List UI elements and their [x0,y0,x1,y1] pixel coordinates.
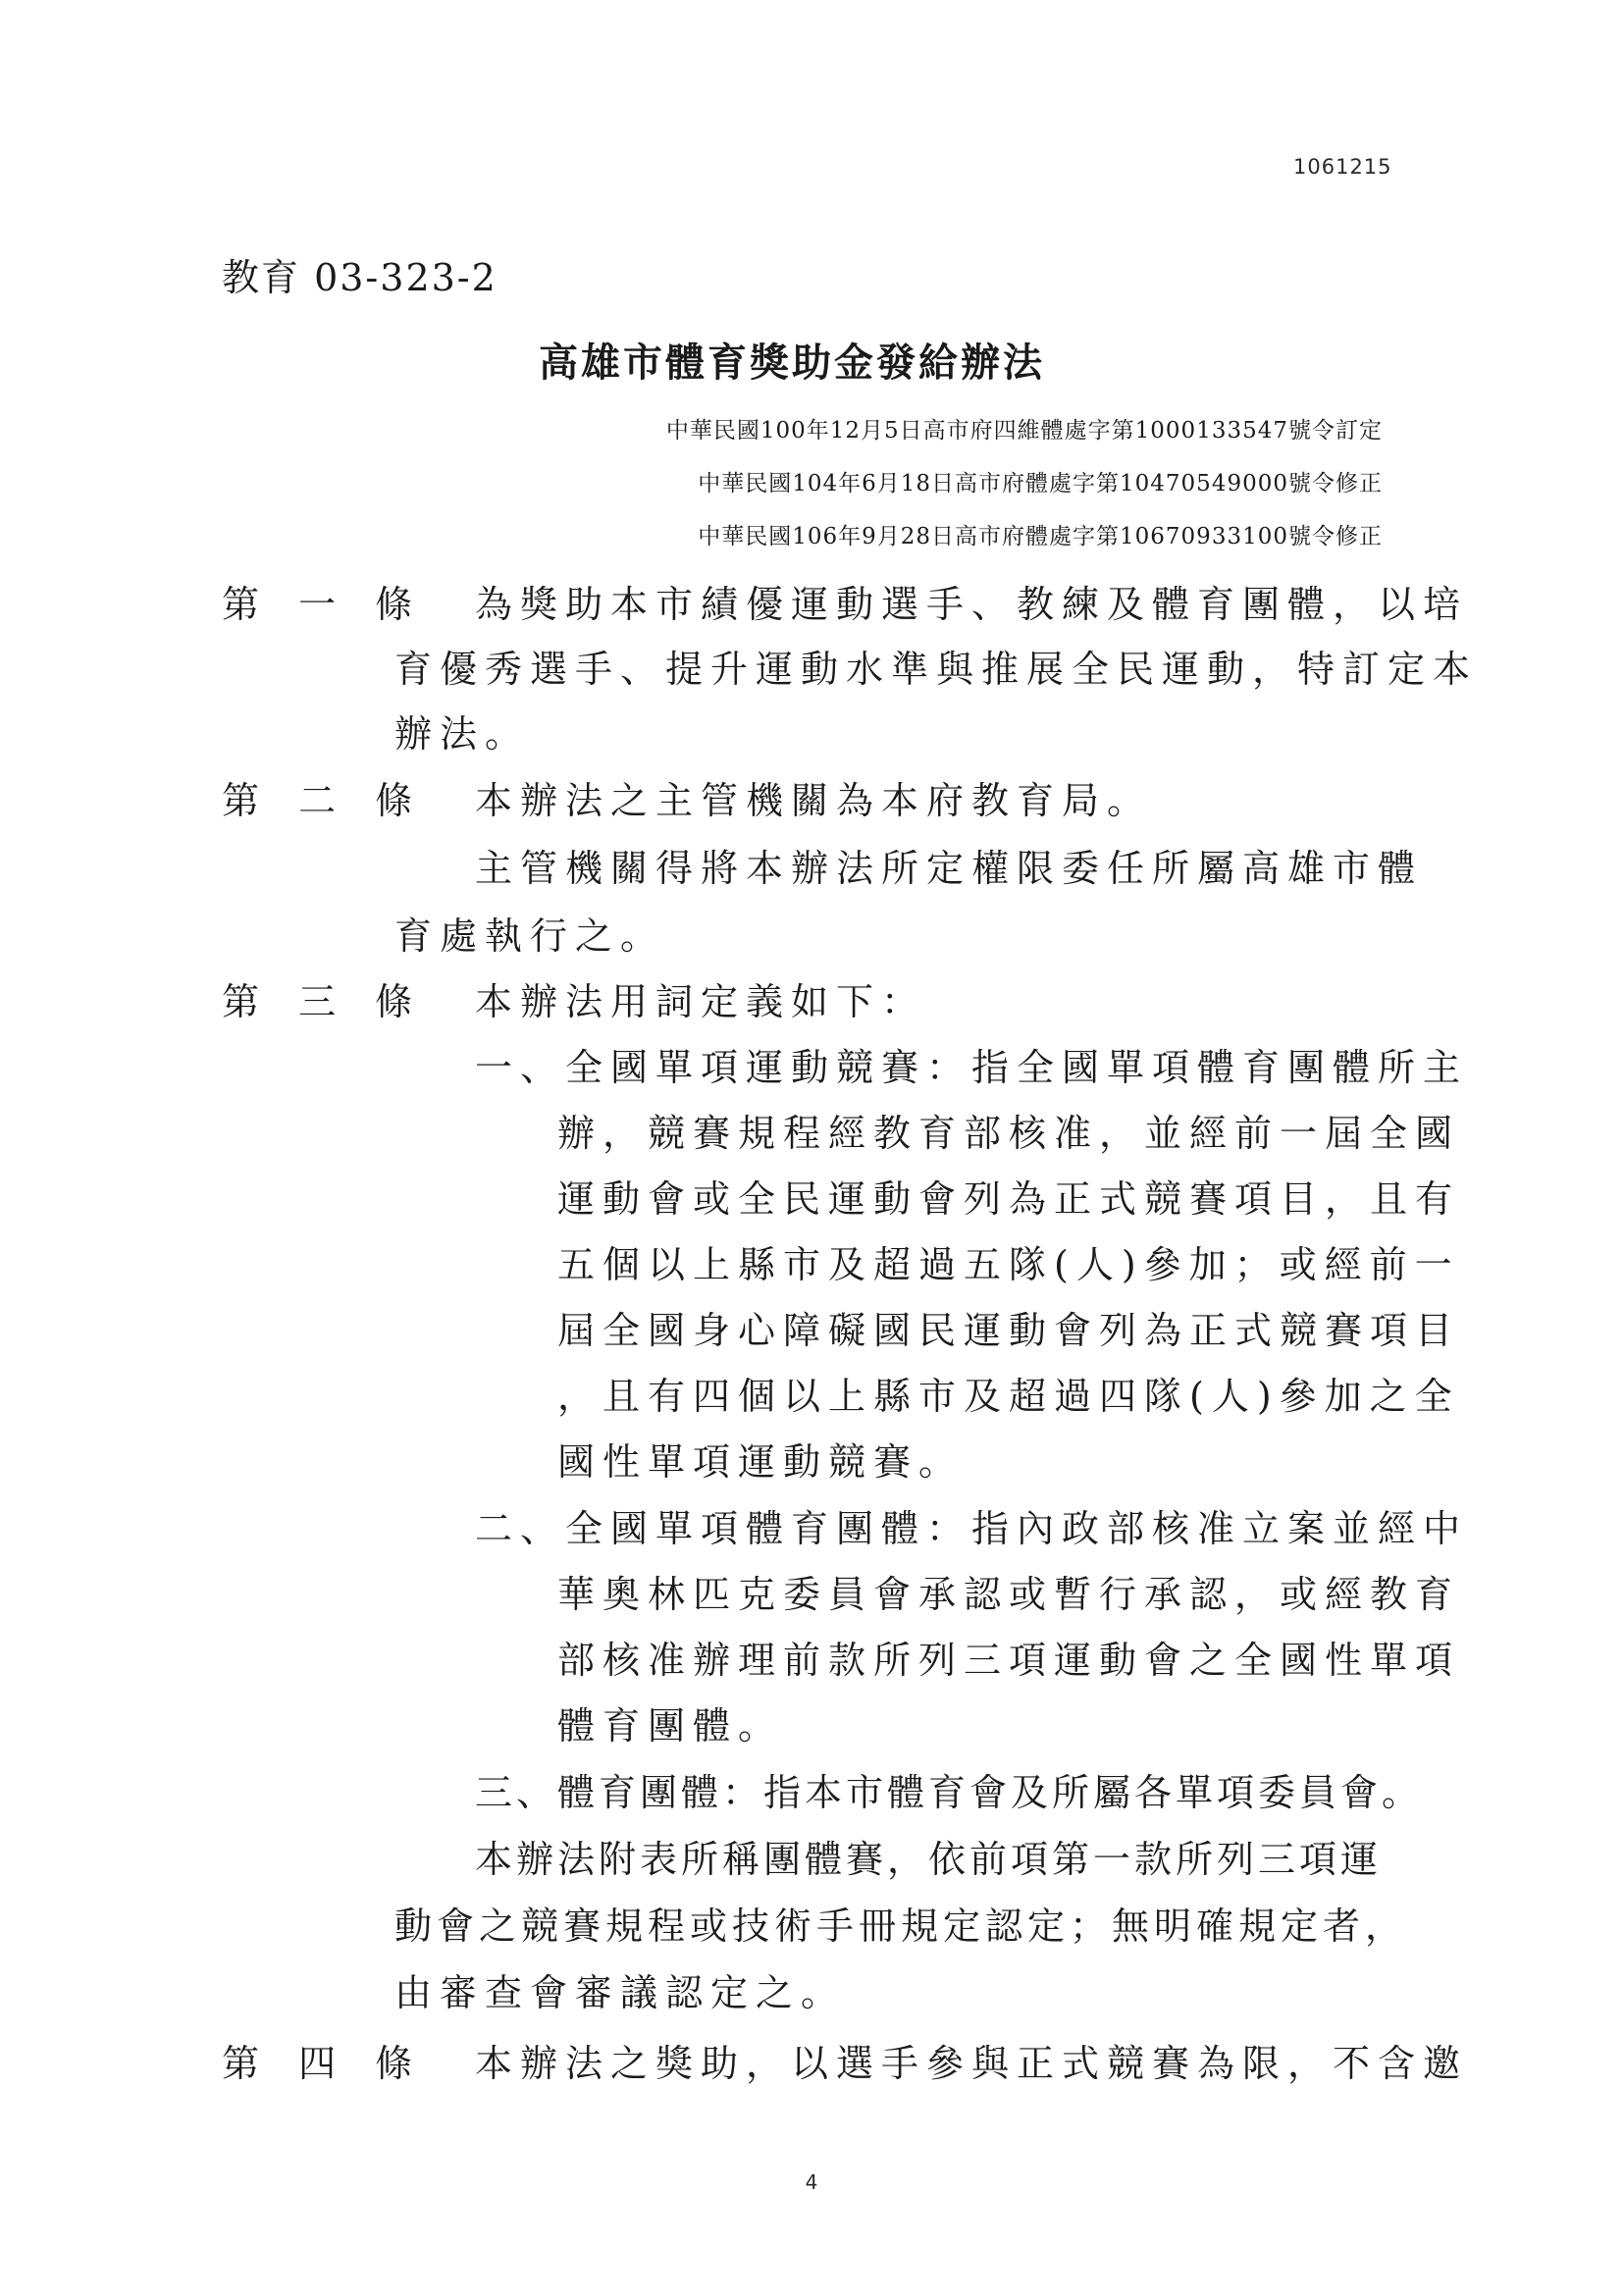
regulation-code: 教育 03-323-2 [222,256,497,299]
article-3-item-line: 屆全國身心障礙國民運動會列為正式競賽項目 [557,1309,1461,1352]
article-3-item-line: 辦，競賽規程經教育部核准，並經前一屆全國 [557,1112,1461,1155]
page-number: 4 [805,2170,818,2194]
document-number: 1061215 [1293,155,1392,179]
article-3-item-line: 華奧林匹克委員會承認或暫行承認，或經教育 [557,1573,1461,1616]
article-3-line: 本辦法用詞定義如下： [475,980,927,1023]
article-3-item-line: 五個以上縣市及超過五隊(人)參加；或經前一 [557,1243,1460,1286]
article-3-item-line: 國性單項運動競賽。 [557,1440,965,1484]
article-4-line: 本辦法之獎助，以選手參與正式競賽為限，不含邀 [475,2042,1469,2085]
history-line: 中華民國100年12月5日高市府四維體處字第1000133547號令訂定 [665,418,1383,444]
article-2-line: 主管機關得將本辦法所定權限委任所屬高雄市體 [475,847,1424,890]
article-3-item-line: 二、全國單項體育團體：指內政部核准立案並經中 [475,1507,1469,1550]
article-1-line: 辦法。 [394,712,531,756]
article-3-label: 第 三 條 [222,980,427,1023]
history-line: 中華民國106年9月28日高市府體處字第10670933100號令修正 [698,524,1383,549]
article-2-label: 第 二 條 [222,779,427,822]
article-3-item-line: 運動會或全民運動會列為正式競賽項目，且有 [557,1177,1461,1221]
article-3-item-line: ，且有四個以上縣市及超過四隊(人)參加之全 [557,1375,1460,1418]
article-3-item-line: 一、全國單項運動競賽：指全國單項體育團體所主 [475,1046,1469,1089]
article-3-paragraph-line: 本辦法附表所稱團體賽，依前項第一款所列三項運 [475,1838,1383,1881]
article-4-label: 第 四 條 [222,2042,427,2085]
article-3-item-line: 三、體育團體：指本市體育會及所屬各單項委員會。 [475,1771,1424,1814]
article-1-line: 育優秀選手、提升運動水準與推展全民運動，特訂定本 [394,648,1479,691]
article-3-item-line: 部核准辦理前款所列三項運動會之全國性單項 [557,1639,1461,1682]
article-1-line: 為獎助本市績優運動選手、教練及體育團體，以培 [475,583,1469,626]
document-title: 高雄市體育獎助金發給辦法 [539,339,1045,386]
article-2-line: 本辦法之主管機關為本府教育局。 [475,779,1153,822]
article-3-item-line: 體育團體。 [557,1704,784,1748]
history-line: 中華民國104年6月18日高市府體處字第10470549000號令修正 [698,471,1383,496]
article-3-paragraph-line: 動會之競賽規程或技術手冊規定認定；無明確規定者， [394,1905,1408,1948]
article-1-label: 第 一 條 [222,583,427,626]
article-2-line: 育處執行之。 [394,914,666,958]
article-3-paragraph-line: 由審查會審議認定之。 [394,1971,847,2014]
